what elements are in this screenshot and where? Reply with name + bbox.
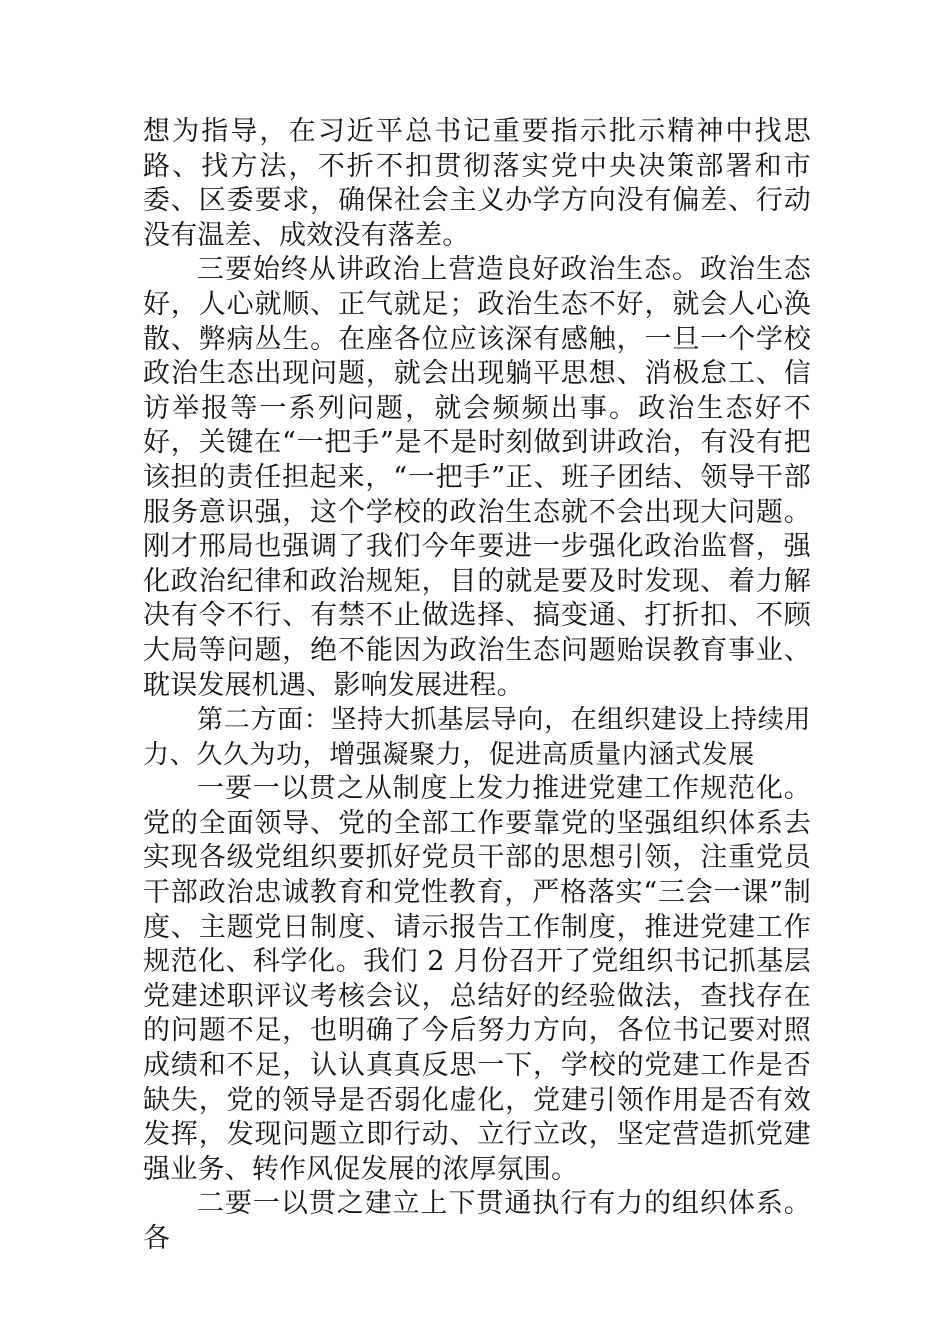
paragraph-continuation: 想为指导，在习近平总书记重要指示批示精神中找思路、找方法，不折不扣贯彻落实党中央决策部署和市委、区委要求，确保社会主义办学方向没有偏差、行动没有温差、成效没有落差。 xyxy=(143,116,811,251)
paragraph-political-ecology: 三要始终从讲政治上营造良好政治生态。政治生态好，人心就顺、正气就足；政治生态不好，就会人心涣散、弊病丛生。在座各位应该深有感触，一旦一个学校政治生态出现问题，就会出现躺平思想、消极怠工、信访举报等一系列问题，就会频频出事。政治生态好不好，关键在“一把手”是不是时刻做到讲政治，有没有把该担的责任担起来，“一把手”正、班子团结、领导干部服务意识强，这个学校的政治生态就不会出现大问题。刚才邢局也强调了我们今年要进一步强化政治监督，强化政治纪律和政治规矩，目的就是要及时发现、着力解决有令不行、有禁不止做选择、搞变通、打折扣、不顾大局等问题，绝不能因为政治生态问题贻误教育事业、耽误发展机遇、影响发展进程。 xyxy=(143,254,811,701)
paragraph-organization-system: 二要一以贯之建立上下贯通执行有力的组织体系。各 xyxy=(143,1188,811,1254)
paragraph-party-building-system: 一要一以贯之从制度上发力推进党建工作规范化。党的全面领导、党的全部工作要靠党的坚强组织体系去实现各级党组织要抓好党员干部的思想引领，注重党员干部政治忠诚教育和党性教育，严格落实“三会一课”制度、主题党日制度、请示报告工作制度，推进党建工作规范化、科学化。我们 2 月份召开了党组织书记抓基层党建述职评议考核会议，总结好的经验做法，查找存在的问题不足，也明确了今后努力方向，各位书记要对照成绩和不足，认认真真反思一下，学校的党建工作是否缺失，党的领导是否弱化虚化，党建引领作用是否有效发挥，发现问题立即行动、立行立改，坚定营造抓党建强业务、转作风促发展的浓厚氛围。 xyxy=(143,773,811,1185)
section-heading-second-aspect: 第二方面：坚持大抓基层导向，在组织建设上持续用力、久久为功，增强凝聚力，促进高质量内涵式发展 xyxy=(143,705,811,770)
document-body xyxy=(143,115,811,1257)
